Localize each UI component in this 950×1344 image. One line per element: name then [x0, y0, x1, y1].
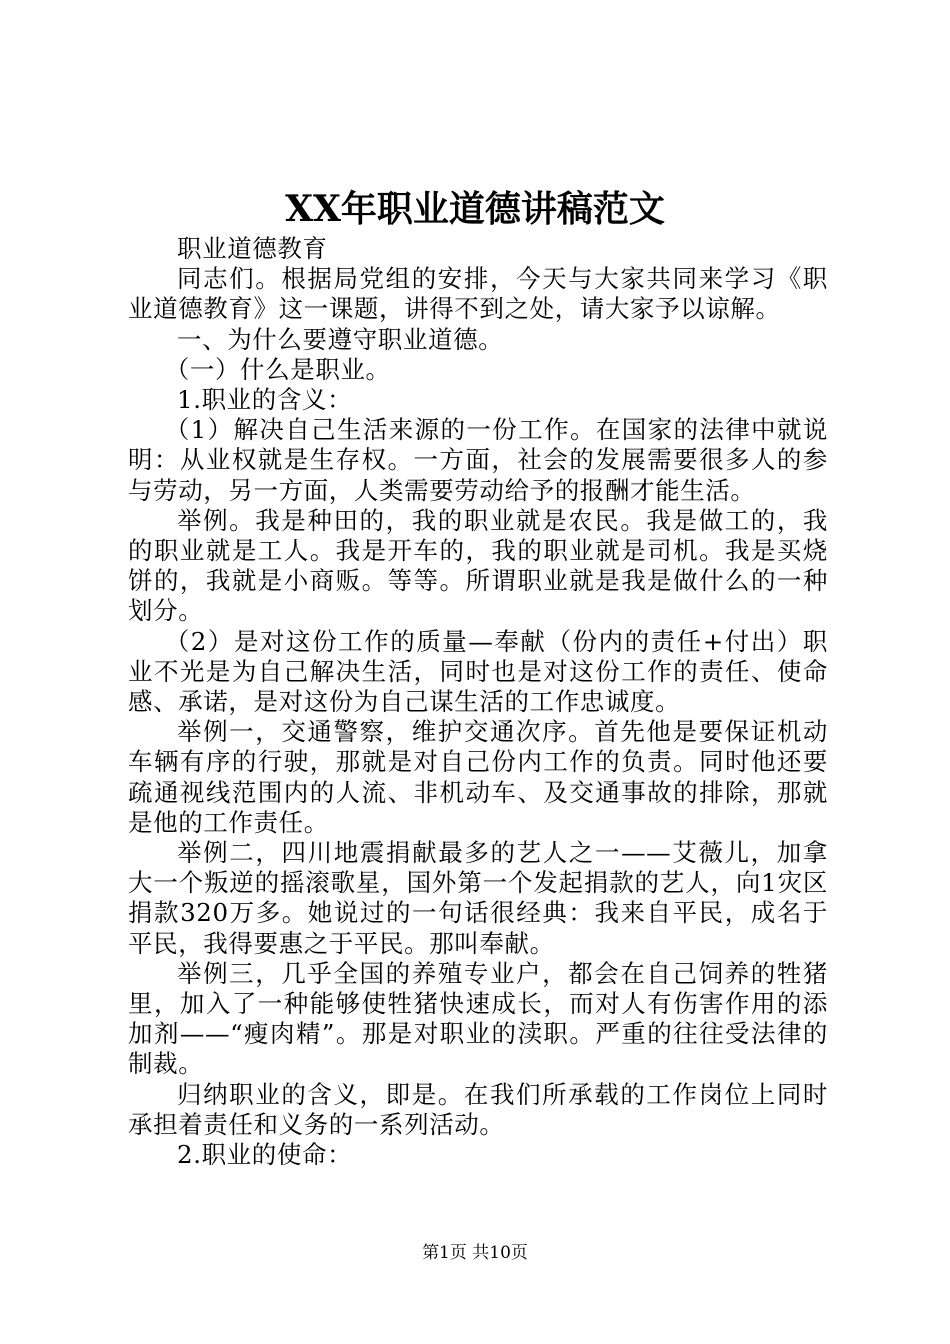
- item-heading-2: 2.职业的使命：: [177, 1140, 353, 1170]
- paragraph-example-3: 举例三，几乎全国的养殖专业户，都会在自己饲养的牲猪里，加入了一种能够使牲猪快速成长，而对人有伤害作用的添加剂——“瘦肉精”。那是对职业的渎职。严重的往往受法律的制裁。: [128, 958, 828, 1079]
- paragraph-point-1: （1）解决自己生活来源的一份工作。在国家的法律中就说明：从业权就是生存权。一方面，社会的发展需要很多人的参与劳动，另一方面，人类需要劳动给予的报酬才能生活。: [128, 415, 828, 505]
- paragraph-summary: 归纳职业的含义，即是。在我们所承载的工作岗位上同时承担着责任和义务的一系列活动。: [128, 1079, 828, 1139]
- document-body: [128, 234, 828, 1170]
- document-title: XX年职业道德讲稿范文: [285, 188, 665, 230]
- subsection-heading-1: （一）什么是职业。: [164, 354, 391, 384]
- paragraph-greeting: 同志们。根据局党组的安排，今天与大家共同来学习《职业道德教育》这一课题，讲得不到之处，请大家予以谅解。: [128, 264, 828, 324]
- paragraph-example: 举例。我是种田的，我的职业就是农民。我是做工的，我的职业就是工人。我是开车的，我的职业就是司机。我是买烧饼的，我就是小商贩。等等。所谓职业就是我是做什么的一种划分。: [128, 505, 828, 626]
- item-heading-1: 1.职业的含义：: [177, 385, 353, 415]
- paragraph-example-1: 举例一，交通警察，维护交通次序。首先他是要保证机动车辆有序的行驶，那就是对自己份内工作的负责。同时他还要疏通视线范围内的人流、非机动车、及交通事故的排除，那就是他的工作责任。: [128, 717, 828, 837]
- paragraph-subtitle: 职业道德教育: [177, 234, 328, 263]
- page-number-footer: 第1页 共10页: [422, 1243, 528, 1263]
- paragraph-example-2: 举例二，四川地震捐献最多的艺人之一——艾薇儿，加拿大一个叛逆的摇滚歌星，国外第一个发起捐款的艺人，向1灾区捐款320万多。她说过的一句话很经典：我来自平民，成名于平民，我得要惠之于平民。那叫奉献。: [128, 838, 828, 958]
- section-heading-1: 一、为什么要遵守职业道德。: [177, 324, 504, 354]
- paragraph-point-2: （2）是对这份工作的质量—奉献（份内的责任+付出）职业不光是为自己解决生活，同时也是对这份工作的责任、使命感、承诺，是对这份为自己谋生活的工作忠诚度。: [128, 626, 828, 717]
